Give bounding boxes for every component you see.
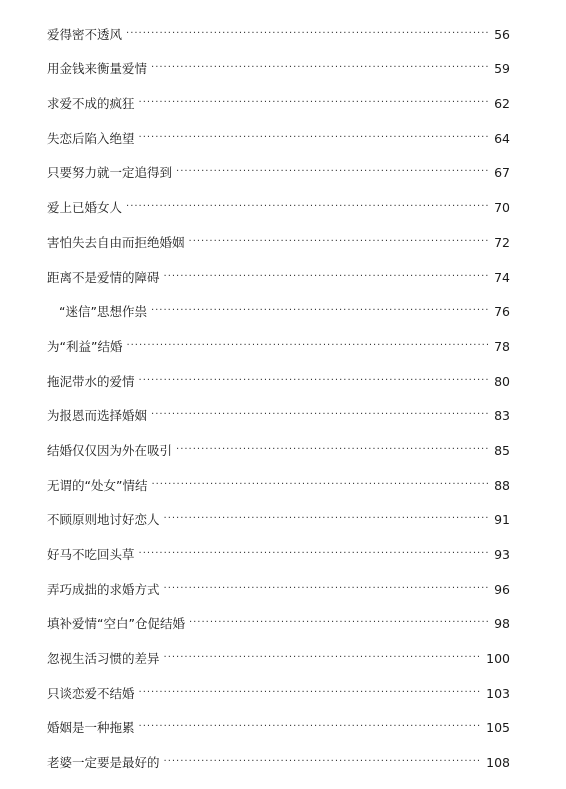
entry-title: 老婆一定要是最好的 [47,755,160,771]
entry-page-number: 96 [494,581,510,597]
entry-title: 距离不是爱情的障碍 [47,269,160,285]
dot-leader [164,755,483,771]
dot-leader [126,200,488,216]
entry-page-number: 72 [494,234,510,250]
dot-leader [139,131,488,147]
dot-leader [151,61,488,77]
dot-leader [139,720,483,736]
dot-leader [176,443,488,459]
toc-entry [0,112,566,147]
entry-title: 结婚仅仅因为外在吸引 [47,442,173,458]
entry-title: 忽视生活习惯的差异 [47,651,160,667]
toc-entry [0,355,566,390]
toc-entry [0,77,566,112]
toc-entry [0,181,566,216]
entry-page-number: 83 [494,408,510,424]
entry-page-number: 98 [494,616,510,632]
entry-title: 害怕失去自由而拒绝婚姻 [47,234,185,250]
entry-page-number: 62 [494,96,510,112]
entry-title: 爱上已婚女人 [47,200,123,216]
dot-leader [139,547,488,563]
entry-title: 填补爱情“空白”仓促结婚 [47,616,185,632]
dot-leader [189,235,488,251]
dot-leader [164,512,488,528]
entry-page-number: 67 [494,165,510,181]
entry-page-number: 59 [494,61,510,77]
entry-title: 爱得密不透风 [47,26,123,42]
dot-leader [126,339,488,355]
dot-leader [189,616,488,632]
entry-title: 拖泥带水的爱情 [47,373,135,389]
entry-page-number: 91 [494,512,510,528]
toc-entry [0,598,566,633]
dot-leader [151,304,488,320]
entry-title: 婚姻是一种拖累 [47,720,135,736]
dot-leader [139,374,488,390]
entry-page-number: 108 [486,755,510,771]
entry-title: 失恋后陷入绝望 [47,130,135,146]
dot-leader [151,478,488,494]
entry-title: 求爱不成的疯狂 [47,96,135,112]
toc-entry [0,390,566,425]
toc-entry [0,494,566,529]
toc-entry [0,147,566,182]
toc-entry [0,424,566,459]
toc-entry [0,528,566,563]
toc-entry [0,286,566,321]
entry-page-number: 103 [486,685,510,701]
entry-page-number: 100 [486,651,510,667]
table-of-contents [0,8,566,771]
entry-page-number: 105 [486,720,510,736]
toc-entry [0,563,566,598]
entry-page-number: 70 [494,200,510,216]
dot-leader [139,686,483,702]
dot-leader [126,27,488,43]
dot-leader [164,582,488,598]
entry-page-number: 76 [494,304,510,320]
toc-entry [0,251,566,286]
entry-title: 不顾原则地讨好恋人 [47,512,160,528]
entry-title: 用金钱来衡量爱情 [47,61,148,77]
entry-title: 为报恩而选择婚姻 [47,408,148,424]
entry-title: 无谓的“处女”情结 [47,477,148,493]
entry-page-number: 88 [494,477,510,493]
toc-entry [0,8,566,43]
entry-title: “迷信”思想作祟 [59,304,147,320]
entry-page-number: 56 [494,26,510,42]
dot-leader [151,408,488,424]
entry-title: 为“利益”结婚 [47,338,123,354]
entry-page-number: 74 [494,269,510,285]
toc-entry [0,459,566,494]
dot-leader [139,96,488,112]
dot-leader [164,270,488,286]
toc-entry [0,216,566,251]
dot-leader [176,165,488,181]
entry-title: 只谈恋爱不结婚 [47,685,135,701]
entry-page-number: 78 [494,338,510,354]
entry-page-number: 93 [494,547,510,562]
toc-entry [0,632,566,667]
entry-title: 只要努力就一定追得到 [47,165,173,181]
entry-title: 弄巧成拙的求婚方式 [47,581,160,597]
entry-page-number: 80 [494,373,510,389]
toc-entry [0,320,566,355]
dot-leader [164,651,483,667]
toc-entry [0,702,566,737]
toc-entry [0,43,566,78]
entry-page-number: 64 [494,130,510,146]
toc-entry [0,736,566,771]
entry-page-number: 85 [494,442,510,458]
toc-entry [0,667,566,702]
entry-title: 好马不吃回头草 [47,547,135,562]
